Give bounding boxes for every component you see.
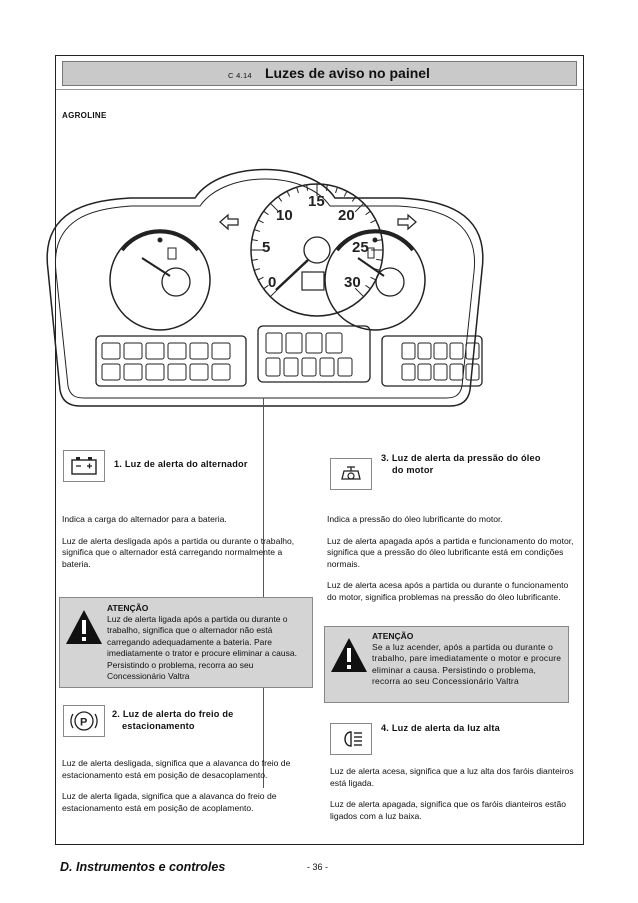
section-1-heading: 1. Luz de alerta do alternador [114,459,248,469]
digit-cell [320,358,334,376]
title-bar [62,61,577,86]
indicator-cell [450,364,463,380]
high-beam-icon [331,724,371,754]
section-4-body [330,766,578,822]
paragraph: Luz de alerta apagada após a partida e funcionamento do motor, significa que a pressão do óleo lubrificante está em condições normais. [327,535,574,569]
speedo-tick-label: 25 [352,239,369,256]
heading-line: do motor [392,465,434,475]
warning-box-1 [59,597,313,688]
digit-cell [326,333,342,353]
indicator-cell [146,343,164,359]
speedo-tick [252,240,258,241]
oil-pressure-icon [331,459,371,489]
speedo-tick-label: 15 [308,193,325,210]
speedo-tick [366,285,371,289]
speedo-tick-label: 0 [268,274,277,291]
heading-line: 3. Luz de alerta da pressão do óleo [381,453,541,463]
heading-line: estacionamento [122,721,195,731]
warning-box-2 [324,626,569,703]
section-3-heading [381,452,541,476]
indicator-cell [168,364,186,380]
section-4-heading: 4. Luz de alerta da luz alta [381,723,500,733]
paragraph: Luz de alerta acesa, significa que a luz alta dos faróis dianteiros está ligada. [330,766,574,788]
paragraph: Indica a carga do alternador para a bateria. [62,514,227,524]
warning-title: ATENÇÃO [107,603,149,613]
indicator-cell [102,343,120,359]
indicator-cell [102,364,120,380]
digit-cell [266,333,282,353]
section-1-body [62,514,312,570]
oil-pressure-icon-box [330,458,372,490]
fuel-gauge [110,230,210,330]
indicator-cell [124,343,142,359]
paragraph: Luz de alerta ligada, significa que a alavanca do freio de estacionamento está em posição de acoplamento. [62,791,277,813]
indicator-cell [418,364,431,380]
right-turn-arrow-icon [398,215,416,229]
paragraph: Luz de alerta apagada, significa que os faróis dianteiros estão ligados com a luz baixa. [330,799,567,821]
warning-text: Luz de alerta ligada após a partida ou durante o trabalho, significa que o alternador não está carregando adequadamente a bateria. Pare imediatamente o trator e procure eliminar a causa. Persistindo o problema, recorra ao seu Concessionário Valtra [107,614,297,682]
high-beam-icon-box [330,723,372,755]
speedo-tick [254,230,260,232]
speedo-tick-label: 20 [338,207,355,224]
speedo-tick [264,211,269,215]
indicator-cell [146,364,164,380]
page-number: - 36 - [307,862,329,872]
digit-cell [338,358,352,376]
speedo-tick-label: 10 [276,207,293,224]
paragraph: Luz de alerta acesa após a partida ou durante o funcionamento do motor, significa problemas na pressão do óleo lubrificante. [327,580,569,602]
speedo-tick [366,211,371,215]
column-divider [263,398,264,788]
center-display-panel [258,326,370,382]
heading-line: 2. Luz de alerta do freio de [112,709,234,719]
indicator-cell [212,343,230,359]
parking-brake-icon [64,706,104,736]
speedo-tick [287,191,290,196]
warning-triangle-icon [329,636,369,674]
chapter-title: D. Instrumentos e controles [60,860,226,874]
warning-text: Se a luz acender, após a partida ou durante o trabalho, pare imediatamente o motor e procure eliminar a causa. Persistindo o problema, recorra ao seu Concessionário Valtra [372,642,562,687]
speedo-tick [252,259,258,260]
indicator-cell [124,364,142,380]
section-2-heading [112,708,234,732]
indicator-cell [418,343,431,359]
warning-triangle-icon [64,608,104,646]
digit-cell [266,358,280,376]
paragraph: Luz de alerta desligada após a partida ou durante o trabalho, significa que o alternador está carregando normalmente a bateria. [62,535,295,569]
speedo-tick [307,185,308,191]
page-title: Luzes de aviso no painel [265,65,430,81]
speedo-tick [376,259,382,260]
indicator-cell [190,364,208,380]
speedo-tick [336,187,338,193]
speedo-tick [370,220,375,223]
dashboard-illustration [30,140,500,410]
digit-cell [286,333,302,353]
speedo-tick [355,203,363,211]
indicator-cell [190,343,208,359]
speedo-tick-label: 30 [344,274,361,291]
alternator-icon-box [63,450,105,482]
indicator-cell [212,364,230,380]
svg-text:P: P [80,716,88,729]
paragraph: Indica a pressão do óleo lubrificante do motor. [327,514,503,524]
speedo-tick [258,220,263,223]
paragraph: Luz de alerta desligada, significa que a alavanca do freio de estacionamento está em posição de desacoplamento. [62,758,291,780]
indicator-cell [450,343,463,359]
title-divider [56,89,583,90]
digit-cell [284,358,298,376]
digit-cell [302,358,316,376]
speedo-tick [344,191,347,196]
indicator-cell [434,343,447,359]
left-turn-arrow-icon [220,215,238,229]
speedo-tick-label: 5 [262,239,271,256]
warning-title: ATENÇÃO [372,631,414,641]
battery-icon [64,451,104,481]
section-code: C 4.14 [228,71,252,80]
parking-brake-icon-box [63,705,105,737]
speedo-tick [254,269,260,271]
speedo-tick [278,197,282,202]
indicator-cell [402,364,415,380]
digit-cell [306,333,322,353]
indicator-cell [434,364,447,380]
section-2-body [62,758,324,814]
indicator-cell [466,343,479,359]
speedo-tick [297,187,299,193]
indicator-cell [168,343,186,359]
indicator-cell [402,343,415,359]
section-3-body [327,514,579,603]
speedo-tick [258,277,263,280]
speedo-tick [370,277,375,280]
model-label: AGROLINE [62,111,107,120]
